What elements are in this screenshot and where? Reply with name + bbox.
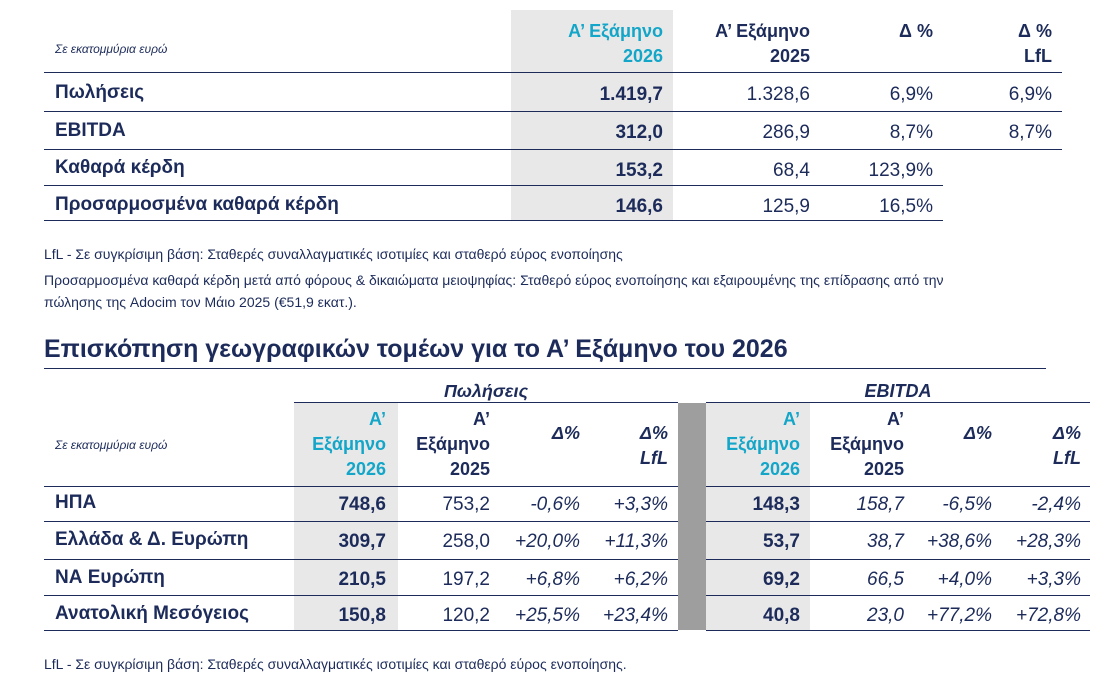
ebitda-2025-header-l1: Α’ (886, 409, 904, 429)
header-h1-2026-line2: 2026 (622, 46, 663, 66)
sales-delta: -0,6% (530, 494, 580, 515)
value-lfl: 8,7% (1008, 122, 1052, 143)
value-delta: 123,9% (868, 160, 933, 181)
ebitda-delta: -6,5% (942, 494, 992, 515)
ebitda-lfl: +3,3% (1026, 569, 1081, 590)
sales-2026-header-l3: 2026 (345, 459, 386, 479)
divider (706, 559, 1090, 560)
header-delta: Δ % (899, 21, 933, 41)
sales-delta: +25,5% (515, 605, 580, 626)
row-label: Ελλάδα & Δ. Ευρώπη (55, 529, 249, 550)
value-2025: 125,9 (762, 196, 810, 217)
divider (44, 559, 678, 560)
value-2026: 1.419,7 (599, 84, 663, 105)
ebitda-2025: 38,7 (867, 531, 904, 552)
ebitda-lfl-header-l1: Δ% (1052, 423, 1081, 443)
unit-note: Σε εκατομμύρια ευρώ (55, 438, 168, 452)
sales-2025-header-l2: Εξάμηνο (416, 434, 490, 454)
value-delta: 8,7% (889, 122, 933, 143)
ebitda-2025: 158,7 (856, 494, 904, 515)
divider (294, 402, 678, 403)
divider (706, 595, 1090, 596)
sales-delta: +20,0% (515, 531, 580, 552)
sales-lfl: +23,4% (603, 605, 668, 626)
value-lfl: 6,9% (1008, 84, 1052, 105)
ebitda-delta: +77,2% (927, 605, 992, 626)
sales-lfl-header-l1: Δ% (639, 423, 668, 443)
ebitda-2026-header-l1: Α’ (782, 409, 800, 429)
value-2026: 312,0 (615, 122, 663, 143)
sales-2026: 748,6 (338, 494, 386, 515)
separator-column (678, 403, 706, 630)
value-2026: 153,2 (615, 160, 663, 181)
sales-lfl: +3,3% (613, 494, 668, 515)
value-2025: 1.328,6 (746, 84, 810, 105)
row-label: ΗΠΑ (55, 492, 97, 513)
divider (44, 521, 678, 522)
ebitda-2026-header-l3: 2026 (759, 459, 800, 479)
unit-note: Σε εκατομμύρια ευρώ (55, 42, 168, 56)
sales-2025: 753,2 (442, 494, 490, 515)
row-label: ΝΑ Ευρώπη (55, 567, 165, 588)
group-header-sales: Πωλήσεις (443, 381, 529, 401)
row-label: EBITDA (55, 120, 126, 141)
value-2026: 146,6 (615, 196, 663, 217)
sales-lfl: +6,2% (613, 569, 668, 590)
divider (706, 486, 1090, 487)
ebitda-delta-header: Δ% (963, 423, 992, 443)
divider (44, 486, 678, 487)
divider (44, 72, 1062, 73)
ebitda-2026: 148,3 (752, 494, 800, 515)
row-label: Καθαρά κέρδη (55, 157, 185, 178)
value-2025: 286,9 (762, 122, 810, 143)
divider (44, 111, 1062, 112)
header-delta-lfl-line1: Δ % (1018, 21, 1052, 41)
sales-2026-header-l1: Α’ (368, 409, 386, 429)
row-label: Προσαρμοσμένα καθαρά κέρδη (55, 194, 339, 215)
ebitda-2026: 53,7 (763, 531, 800, 552)
footnote-lfl: LfL - Σε συγκρίσιμη βάση: Σταθερές συναλλαγματικές ισοτιμίες και σταθερό εύρος ενοποίησης (44, 246, 623, 262)
sales-2026: 309,7 (338, 531, 386, 552)
row-label: Πωλήσεις (55, 82, 145, 103)
ebitda-2025: 66,5 (867, 569, 904, 590)
sales-2025: 120,2 (442, 605, 490, 626)
ebitda-lfl: +28,3% (1016, 531, 1081, 552)
divider (706, 521, 1090, 522)
header-h1-2026-line1: Α’ Εξάμηνο (568, 21, 663, 41)
ebitda-2026: 69,2 (763, 569, 800, 590)
sales-2026-header-l2: Εξάμηνο (312, 434, 386, 454)
header-h1-2025-line1: Α’ Εξάμηνο (715, 21, 810, 41)
sales-lfl-header-l2: LfL (640, 448, 668, 468)
footnote-adjusted-cont: πώλησης της Adocim τον Μάιο 2025 (€51,9 εκατ.). (44, 294, 357, 310)
group-header-ebitda: EBITDA (864, 381, 932, 401)
divider (706, 402, 1090, 403)
ebitda-delta: +4,0% (937, 569, 992, 590)
sales-2025: 258,0 (442, 531, 490, 552)
row-label: Ανατολική Μεσόγειος (55, 603, 249, 624)
divider (44, 595, 678, 596)
ebitda-2025: 23,0 (867, 605, 904, 626)
divider (44, 220, 943, 221)
ebitda-2026-header-l2: Εξάμηνο (726, 434, 800, 454)
ebitda-lfl-header-l2: LfL (1053, 448, 1081, 468)
sales-2026: 150,8 (338, 605, 386, 626)
title-underline (44, 368, 1046, 369)
ebitda-2025-header-l2: Εξάμηνο (830, 434, 904, 454)
divider (44, 630, 678, 631)
value-2025: 68,4 (773, 160, 810, 181)
divider (44, 149, 1062, 150)
ebitda-delta: +38,6% (927, 531, 992, 552)
divider (44, 185, 943, 186)
value-delta: 16,5% (879, 196, 933, 217)
sales-2026: 210,5 (338, 569, 386, 590)
divider (706, 630, 1090, 631)
value-delta: 6,9% (889, 84, 933, 105)
sales-delta-header: Δ% (551, 423, 580, 443)
header-h1-2025-line2: 2025 (769, 46, 810, 66)
sales-2025-header-l3: 2025 (449, 459, 490, 479)
sales-2025: 197,2 (442, 569, 490, 590)
ebitda-2026: 40,8 (763, 605, 800, 626)
footnote-adjusted: Προσαρμοσμένα καθαρά κέρδη μετά από φόρους & δικαιώματα μειοψηφίας: Σταθερό εύρος ενοποίησης και εξαιρουμένης της επίδρασης από την (44, 272, 944, 288)
sales-lfl: +11,3% (604, 531, 668, 552)
ebitda-lfl: -2,4% (1031, 494, 1081, 515)
sales-delta: +6,8% (525, 569, 580, 590)
ebitda-lfl: +72,8% (1016, 605, 1081, 626)
section-title: Επισκόπηση γεωγραφικών τομέων για το Α’ Εξάμηνο του 2026 (44, 335, 788, 363)
header-delta-lfl-line2: LfL (1024, 46, 1052, 66)
footnote-lfl-2: LfL - Σε συγκρίσιμη βάση: Σταθερές συναλλαγματικές ισοτιμίες και σταθερό εύρος ενοποίησης. (44, 656, 627, 672)
ebitda-2025-header-l3: 2025 (863, 459, 904, 479)
sales-2025-header-l1: Α’ (472, 409, 490, 429)
